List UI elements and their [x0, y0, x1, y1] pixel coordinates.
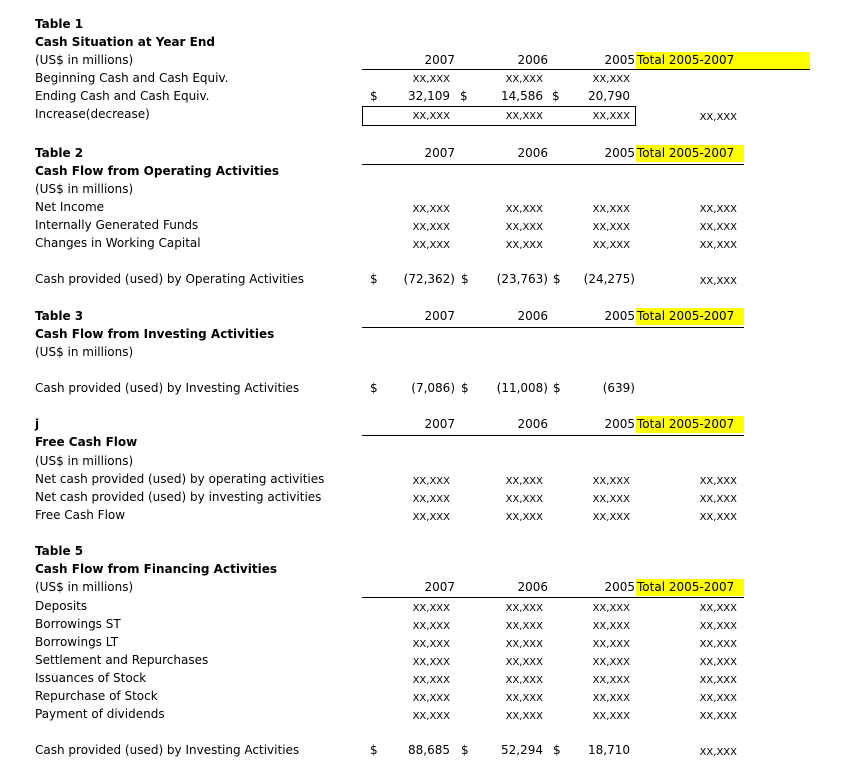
table5-cell: XX,XXX	[699, 657, 737, 668]
table1-cell: XX,XXX	[505, 74, 543, 85]
dollar-sign: $	[553, 743, 561, 757]
table5-title: Cash Flow from Financing Activities	[35, 562, 277, 576]
table5-cell: XX,XXX	[699, 603, 737, 614]
table3-label: Table 3	[35, 309, 84, 323]
table4-cell: XX,XXX	[592, 494, 630, 505]
table4-label: j	[35, 417, 40, 431]
table5-cell: XX,XXX	[592, 639, 630, 650]
table5-summary-cell: 18,710	[588, 743, 630, 757]
table5-cell: XX,XXX	[699, 621, 737, 632]
table2-cell: XX,XXX	[699, 240, 737, 251]
table2-summary-label: Cash provided (used) by Operating Activities	[35, 272, 305, 286]
table3-header-2005: 2005	[604, 309, 635, 323]
table5-cell: XX,XXX	[412, 639, 450, 650]
table5-header-2007: 2007	[424, 580, 455, 594]
table1-header-2007: 2007	[424, 53, 455, 67]
table2-cell: XX,XXX	[505, 240, 543, 251]
dollar-sign: $	[461, 272, 469, 286]
table5-summary-cell: XX,XXX	[699, 747, 737, 758]
table1-row-label: Ending Cash and Cash Equiv.	[35, 89, 210, 103]
table4-row-label: Free Cash Flow	[35, 508, 126, 522]
table4-header-total: Total 2005-2007	[637, 417, 735, 431]
table4-cell: XX,XXX	[592, 476, 630, 487]
table5-summary-cell: 52,294	[501, 743, 543, 757]
table5-row-label: Settlement and Repurchases	[35, 653, 209, 667]
table1-cell: XX,XXX	[505, 111, 543, 122]
table5-cell: XX,XXX	[592, 711, 630, 722]
table2-cell: XX,XXX	[592, 204, 630, 215]
table5-row-label: Repurchase of Stock	[35, 689, 158, 703]
table5-cell: XX,XXX	[592, 657, 630, 668]
table1-cell: 14,586	[501, 89, 543, 103]
table2-header-underline	[362, 164, 744, 165]
table2-title: Cash Flow from Operating Activities	[35, 164, 280, 178]
table3-summary-cell: (11,008)	[496, 381, 548, 395]
table2-cell: XX,XXX	[505, 204, 543, 215]
table2-cell: XX,XXX	[412, 222, 450, 233]
table5-row-label: Borrowings ST	[35, 617, 121, 631]
table4-cell: XX,XXX	[592, 512, 630, 523]
table4-title: Free Cash Flow	[35, 435, 138, 449]
table1-header-total: Total 2005-2007	[637, 53, 735, 67]
table2-summary-cell: (72,362)	[403, 272, 455, 286]
dollar-sign: $	[553, 381, 561, 395]
table5-cell: XX,XXX	[505, 711, 543, 722]
table4-cell: XX,XXX	[412, 512, 450, 523]
table2-cell: XX,XXX	[412, 204, 450, 215]
table5-cell: XX,XXX	[505, 603, 543, 614]
table4-header-underline	[362, 435, 744, 436]
table3-summary-label: Cash provided (used) by Investing Activities	[35, 381, 300, 395]
table4-header-2006: 2006	[517, 417, 548, 431]
table5-cell: XX,XXX	[699, 675, 737, 686]
dollar-sign: $	[370, 272, 378, 286]
table5-cell: XX,XXX	[505, 657, 543, 668]
table5-cell: XX,XXX	[592, 693, 630, 704]
dollar-sign: $	[461, 381, 469, 395]
table5-cell: XX,XXX	[699, 693, 737, 704]
table1-cell: XX,XXX	[699, 112, 737, 123]
dollar-sign: $	[370, 381, 378, 395]
table5-row-label: Deposits	[35, 599, 88, 613]
table4-cell: XX,XXX	[505, 476, 543, 487]
table2-label: Table 2	[35, 146, 84, 160]
table2-cell: XX,XXX	[592, 222, 630, 233]
table3-header-2007: 2007	[424, 309, 455, 323]
table2-cell: XX,XXX	[505, 222, 543, 233]
table5-row-label: Payment of dividends	[35, 707, 165, 721]
table1-cell: XX,XXX	[412, 111, 450, 122]
table2-row-label: Changes in Working Capital	[35, 236, 201, 250]
table5-cell: XX,XXX	[505, 675, 543, 686]
table5-cell: XX,XXX	[412, 621, 450, 632]
table4-cell: XX,XXX	[699, 494, 737, 505]
table1-cell: XX,XXX	[592, 74, 630, 85]
table1-cell: 20,790	[588, 89, 630, 103]
table5-cell: XX,XXX	[592, 603, 630, 614]
table1-title: Cash Situation at Year End	[35, 35, 215, 49]
table4-units: (US$ in millions)	[35, 454, 134, 468]
table4-header-2007: 2007	[424, 417, 455, 431]
table5-header-2006: 2006	[517, 580, 548, 594]
table1-units: (US$ in millions)	[35, 53, 134, 67]
table3-header-2006: 2006	[517, 309, 548, 323]
table3-header-underline	[362, 327, 744, 328]
dollar-sign: $	[370, 743, 378, 757]
table4-header-2005: 2005	[604, 417, 635, 431]
table4-cell: XX,XXX	[412, 476, 450, 487]
table1-header-2006: 2006	[517, 53, 548, 67]
table1-header-2005: 2005	[604, 53, 635, 67]
table2-cell: XX,XXX	[699, 222, 737, 233]
table4-row-label: Net cash provided (used) by investing activities	[35, 490, 322, 504]
table5-cell: XX,XXX	[592, 621, 630, 632]
table5-summary-cell: 88,685	[408, 743, 450, 757]
table5-header-2005: 2005	[604, 580, 635, 594]
table2-cell: XX,XXX	[699, 204, 737, 215]
table1-cell: XX,XXX	[412, 74, 450, 85]
table2-cell: XX,XXX	[592, 240, 630, 251]
table5-cell: XX,XXX	[412, 657, 450, 668]
table4-cell: XX,XXX	[505, 494, 543, 505]
table2-units: (US$ in millions)	[35, 182, 134, 196]
table2-header-2007: 2007	[424, 146, 455, 160]
table2-header-2005: 2005	[604, 146, 635, 160]
table1-row-label: Increase(decrease)	[35, 107, 150, 121]
table1-cell: 32,109	[408, 89, 450, 103]
table2-summary-cell: (23,763)	[496, 272, 548, 286]
dollar-sign: $	[552, 89, 560, 103]
table3-title: Cash Flow from Investing Activities	[35, 327, 275, 341]
dollar-sign: $	[460, 89, 468, 103]
table3-summary-cell: (639)	[602, 381, 635, 395]
table5-cell: XX,XXX	[699, 711, 737, 722]
table4-cell: XX,XXX	[412, 494, 450, 505]
table5-units: (US$ in millions)	[35, 580, 134, 594]
table4-row-label: Net cash provided (used) by operating activities	[35, 472, 325, 486]
dollar-sign: $	[461, 743, 469, 757]
table1-row-label: Beginning Cash and Cash Equiv.	[35, 71, 229, 85]
table1-cell: XX,XXX	[592, 111, 630, 122]
dollar-sign: $	[553, 272, 561, 286]
table4-cell: XX,XXX	[699, 476, 737, 487]
table2-row-label: Internally Generated Funds	[35, 218, 199, 232]
table4-cell: XX,XXX	[505, 512, 543, 523]
table2-header-2006: 2006	[517, 146, 548, 160]
table5-cell: XX,XXX	[505, 621, 543, 632]
table2-cell: XX,XXX	[412, 240, 450, 251]
table5-header-total: Total 2005-2007	[637, 580, 735, 594]
table5-summary-label: Cash provided (used) by Investing Activities	[35, 743, 300, 757]
table4-cell: XX,XXX	[699, 512, 737, 523]
table5-cell: XX,XXX	[412, 711, 450, 722]
table2-summary-cell: XX,XXX	[699, 276, 737, 287]
table5-row-label: Issuances of Stock	[35, 671, 147, 685]
table5-cell: XX,XXX	[505, 639, 543, 650]
table5-cell: XX,XXX	[699, 639, 737, 650]
table5-header-underline	[362, 597, 744, 598]
table5-cell: XX,XXX	[505, 693, 543, 704]
table2-header-total: Total 2005-2007	[637, 146, 735, 160]
table5-cell: XX,XXX	[412, 603, 450, 614]
table3-units: (US$ in millions)	[35, 345, 134, 359]
table3-summary-cell: (7,086)	[411, 381, 455, 395]
table3-header-total: Total 2005-2007	[637, 309, 735, 323]
table2-summary-cell: (24,275)	[583, 272, 635, 286]
table2-row-label: Net Income	[35, 200, 105, 214]
table1-label: Table 1	[35, 17, 84, 31]
dollar-sign: $	[370, 89, 378, 103]
table1-header-underline	[362, 69, 810, 70]
table5-cell: XX,XXX	[412, 693, 450, 704]
table5-cell: XX,XXX	[412, 675, 450, 686]
table5-cell: XX,XXX	[592, 675, 630, 686]
table5-label: Table 5	[35, 544, 84, 558]
table5-row-label: Borrowings LT	[35, 635, 119, 649]
